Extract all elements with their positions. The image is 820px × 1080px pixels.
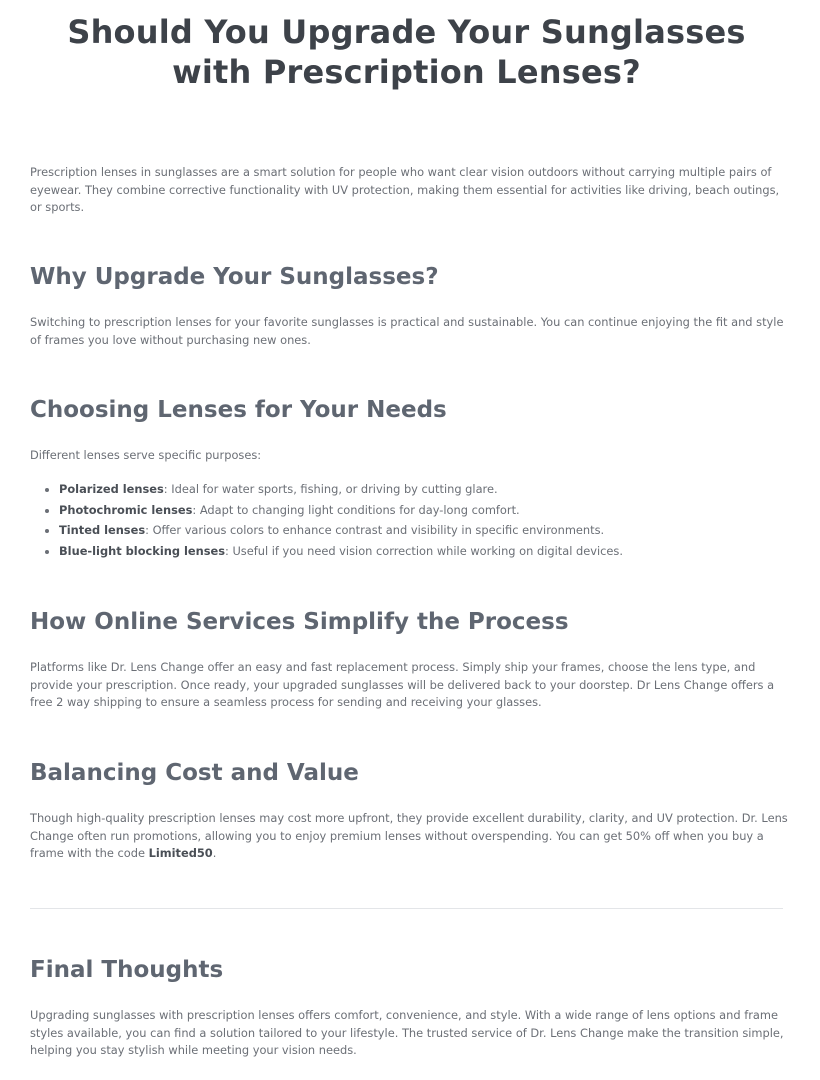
- section-divider: [30, 908, 783, 909]
- lens-description: : Adapt to changing light conditions for day-long comfort.: [192, 502, 520, 517]
- section-heading-cost-value: Balancing Cost and Value: [30, 760, 359, 786]
- lens-description: : Ideal for water sports, fishing, or driving by cutting glare.: [163, 482, 498, 496]
- final-thoughts-paragraph: Upgrading sunglasses with prescription lenses offers comfort, convenience, and style. With a wide range of lens options and frame styles available, you can find a solution tailored to your lifestyle. The trusted service of Dr. Lens Change make the transition simple, helping you stay stylish while meeting your vision needs.: [30, 1008, 784, 1057]
- list-item: [59, 522, 799, 543]
- list-item: [59, 543, 799, 564]
- list-item: [59, 481, 799, 502]
- why-upgrade-paragraph: Switching to prescription lenses for your favorite sunglasses is practical and sustainable. You can continue enjoying the fit and style of frames you love without purchasing new ones.: [30, 315, 784, 347]
- lens-description: : Offer various colors to enhance contrast and visibility in specific environments.: [145, 523, 605, 538]
- section-heading-final-thoughts: Final Thoughts: [30, 957, 224, 983]
- section-heading-online-services: How Online Services Simplify the Process: [30, 609, 569, 635]
- cost-text-end: .: [212, 846, 217, 860]
- lens-term: Blue-light blocking lenses: [59, 544, 225, 559]
- online-services-paragraph: Platforms like Dr. Lens Change offer an easy and fast replacement process. Simply ship your frames, choose the lens type, and provide your prescription. Once ready, your upgraded sunglasses will be delivered back to your doorstep. Dr Lens Change offers a free 2 way shipping to ensure a seamless process for sending and receiving your glasses.: [30, 660, 775, 709]
- lens-term: Tinted lenses: [59, 523, 146, 538]
- cost-value-paragraph: [30, 810, 788, 863]
- promo-code: Limited50: [148, 846, 213, 860]
- section-heading-choosing-lenses: Choosing Lenses for Your Needs: [30, 397, 447, 423]
- lens-types-list: [30, 481, 799, 564]
- list-item: [59, 502, 799, 523]
- intro-paragraph: Prescription lenses in sunglasses are a smart solution for people who want clear vision outdoors without carrying multiple pairs of eyewear. They combine corrective functionality with UV protection, making them essential for activities like driving, beach outings, or sports.: [30, 165, 780, 214]
- cost-text: Though high-quality prescription lenses may cost more upfront, they provide excellent durability, clarity, and UV protection. Dr. Lens Change often run promotions, allowing you to enjoy premium lenses without overspending. You can get 50% off when you buy a frame with the code: [30, 811, 788, 860]
- page-title: Should You Upgrade Your Sunglasses with Prescription Lenses?: [67, 13, 746, 91]
- lens-term: Polarized lenses: [59, 482, 164, 496]
- choosing-lenses-intro: Different lenses serve specific purposes:: [30, 448, 262, 462]
- section-heading-why-upgrade: Why Upgrade Your Sunglasses?: [30, 264, 439, 290]
- lens-description: : Useful if you need vision correction while working on digital devices.: [225, 544, 623, 559]
- lens-term: Photochromic lenses: [59, 502, 193, 517]
